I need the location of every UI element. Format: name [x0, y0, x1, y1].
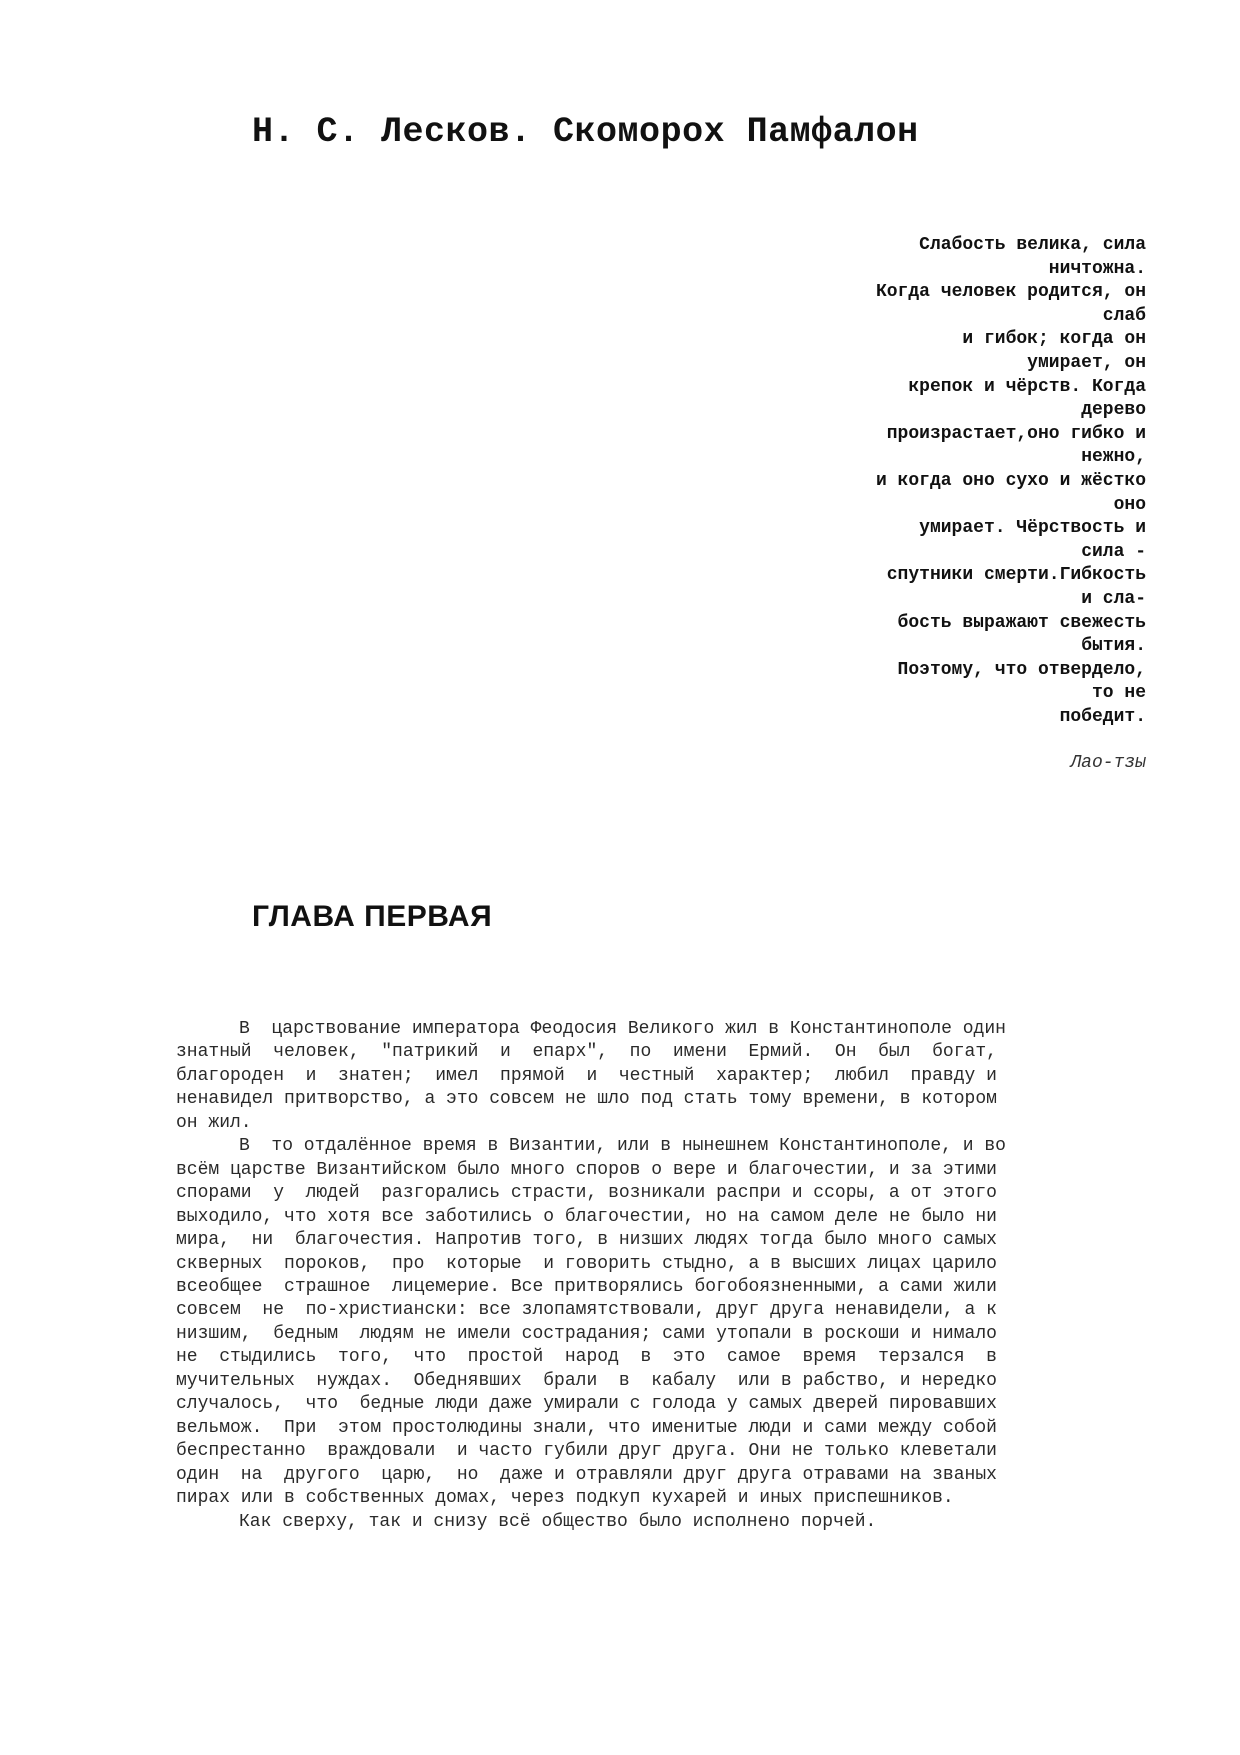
epigraph-line: Слабость велика, сила	[919, 235, 1146, 255]
paragraph-line: низшим, бедным людям не имели сострадания; сами утопали в роскоши и нимало	[176, 1323, 997, 1344]
paragraph-line: выходило, что хотя все заботились о благочестии, но на самом деле не было ни	[176, 1206, 997, 1227]
paragraph-line: благороден и знатен; имел прямой и честный характер; любил правду и	[176, 1065, 997, 1086]
paragraph-line: не стыдились того, что простой народ в это самое время терзался в	[176, 1347, 997, 1368]
paragraph-line: один на другого царю, но даже и отравляли друг друга отравами на званых	[176, 1464, 997, 1485]
paragraph-line: беспрестанно враждовали и часто губили друг друга. Они не только клеветали	[176, 1441, 997, 1462]
epigraph-line: ничтожна.	[1048, 258, 1146, 279]
chapter-body	[176, 1018, 1126, 1534]
epigraph-line: оно	[1113, 494, 1146, 515]
epigraph	[810, 234, 1146, 775]
epigraph-line: и сла-	[1081, 588, 1146, 609]
paragraph-line: В то отдалённое время в Византии, или в нынешнем Константинополе, и во	[239, 1136, 1006, 1157]
epigraph-line: умирает. Чёрствость и	[919, 518, 1146, 539]
epigraph-line: бытия.	[1081, 636, 1146, 657]
paragraph-line: мучительных нуждах. Обеднявших брали в кабалу или в рабство, и нередко	[176, 1370, 997, 1391]
epigraph-line: крепок и чёрств. Когда	[908, 376, 1146, 397]
epigraph-line: Поэтому, что отвердело,	[897, 659, 1146, 680]
paragraph-line: всём царстве Византийском было много споров о вере и благочестии, и за этими	[176, 1159, 997, 1180]
epigraph-line: Когда человек родится, он	[875, 282, 1146, 303]
epigraph-line: и когда оно сухо и жёстко	[875, 470, 1146, 491]
paragraph-line: пирах или в собственных домах, через подкуп кухарей и иных приспешников.	[176, 1488, 954, 1509]
paragraph-line: совсем не по-христиански: все злопамятствовали, друг друга ненавидели, а к	[176, 1300, 997, 1321]
paragraph-line: он жил.	[176, 1112, 252, 1133]
paragraph-line: всеобщее страшное лицемерие. Все притворялись богобоязненными, а сами жили	[176, 1276, 997, 1297]
document-title: Н. С. Лесков. Скоморох Памфалон	[252, 112, 919, 152]
paragraph-line: случалось, что бедные люди даже умирали с голода у самых дверей пировавших	[176, 1394, 997, 1415]
epigraph-line: нежно,	[1081, 447, 1146, 468]
paragraph-line: знатный человек, "патрикий и епарх", по имени Ермий. Он был богат,	[176, 1042, 997, 1063]
epigraph-author: Лао-тзы	[1070, 753, 1146, 774]
epigraph-line: бость выражают свежесть	[897, 612, 1146, 633]
paragraph-line: скверных пороков, про которые и говорить стыдно, а в высших лицах царило	[176, 1253, 997, 1274]
paragraph-line: В царствование императора Феодосия Великого жил в Константинополе один	[239, 1019, 1006, 1039]
epigraph-line: сила -	[1081, 541, 1146, 562]
paragraph-line: мира, ни благочестия. Напротив того, в низших людях тогда было много самых	[176, 1230, 997, 1251]
epigraph-line: спутники смерти.Гибкость	[886, 565, 1146, 586]
paragraph-line: спорами у людей разгорались страсти, возникали распри и ссоры, а от этого	[176, 1183, 997, 1204]
paragraph-line: вельмож. При этом простолюдины знали, что именитые люди и сами между собой	[176, 1417, 997, 1438]
epigraph-line: победит.	[1059, 706, 1146, 727]
paragraph-line: ненавидел притворство, а это совсем не шло под стать тому времени, в котором	[176, 1089, 997, 1110]
paragraph-line: Как сверху, так и снизу всё общество было исполнено порчей.	[239, 1511, 877, 1532]
epigraph-line: то не	[1091, 683, 1146, 704]
epigraph-line: произрастает,оно гибко и	[886, 423, 1146, 444]
chapter-heading: ГЛАВА ПЕРВАЯ	[252, 900, 493, 933]
epigraph-line: слаб	[1102, 305, 1146, 326]
epigraph-line: умирает, он	[1027, 352, 1146, 373]
epigraph-line: и гибок; когда он	[962, 329, 1146, 350]
epigraph-line: дерево	[1081, 400, 1146, 421]
